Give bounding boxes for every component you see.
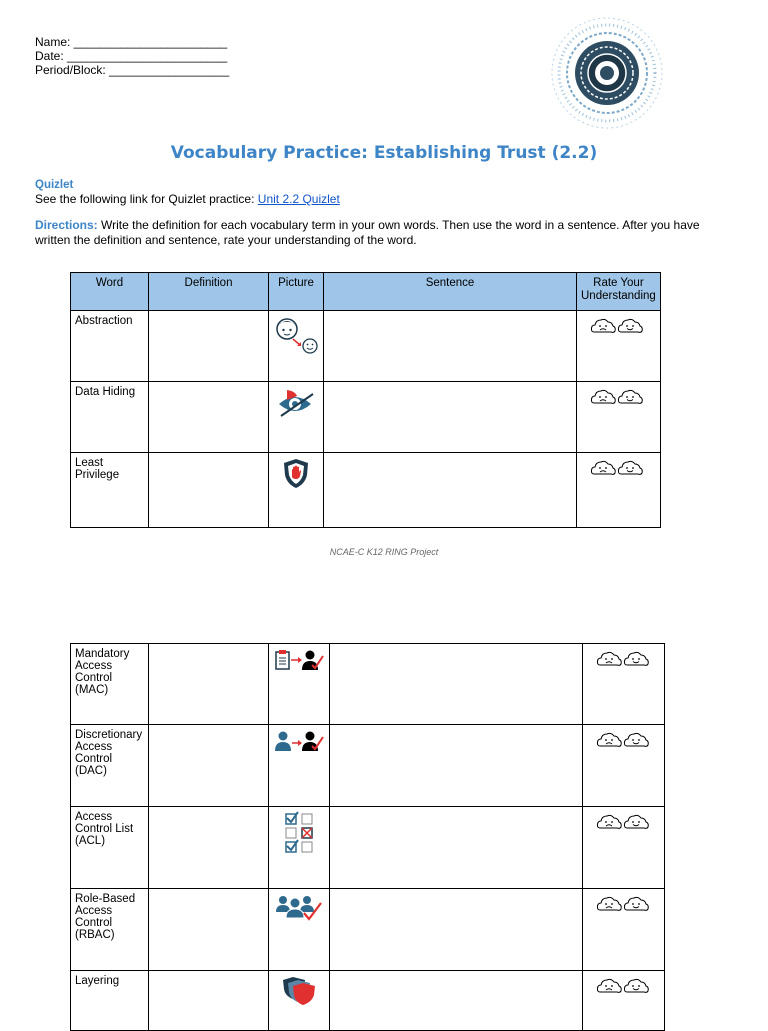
checklist-icon [269, 807, 330, 889]
table-row [71, 382, 661, 453]
vocab-table-2 [70, 643, 665, 1031]
table-row [71, 644, 665, 725]
sad-happy-clouds-icon[interactable] [596, 648, 652, 670]
definition-cell[interactable] [149, 725, 269, 807]
word-cell: Least Privilege [71, 453, 149, 528]
sentence-cell[interactable] [330, 644, 583, 725]
rating-cell[interactable] [583, 807, 665, 889]
sad-happy-clouds-icon[interactable] [596, 893, 652, 915]
sentence-cell[interactable] [330, 889, 583, 971]
name-field[interactable]: Name: _______________________ [35, 35, 228, 49]
header-word: Word [71, 273, 149, 311]
sentence-cell[interactable] [324, 382, 577, 453]
sentence-cell[interactable] [330, 971, 583, 1031]
definition-cell[interactable] [149, 889, 269, 971]
sad-happy-clouds-icon[interactable] [590, 386, 646, 408]
ring-logo-icon [548, 14, 666, 132]
page-footer: NCAE-C K12 RING Project [329, 547, 439, 557]
table-row [71, 971, 665, 1031]
definition-cell[interactable] [149, 453, 269, 528]
definition-cell[interactable] [149, 311, 269, 382]
data-hiding-eye-icon [269, 382, 324, 453]
quizlet-section [35, 178, 735, 206]
abstraction-face-icon [269, 311, 324, 382]
sad-happy-clouds-icon[interactable] [590, 457, 646, 479]
word-cell: Layering [71, 971, 149, 1031]
quizlet-text: See the following link for Quizlet practice: [35, 192, 258, 206]
sad-happy-clouds-icon[interactable] [596, 811, 652, 833]
rating-cell[interactable] [583, 644, 665, 725]
rating-cell[interactable] [583, 889, 665, 971]
directions-lead: Directions: [35, 218, 98, 232]
rating-cell[interactable] [583, 971, 665, 1031]
vocab-table-1 [70, 272, 661, 528]
quizlet-link[interactable]: Unit 2.2 Quizlet [257, 192, 340, 206]
word-cell: Access Control List (ACL) [71, 807, 149, 889]
table-row [71, 889, 665, 971]
rating-cell[interactable] [577, 311, 661, 382]
sentence-cell[interactable] [330, 725, 583, 807]
sad-happy-clouds-icon[interactable] [596, 729, 652, 751]
date-field[interactable]: Date: ________________________ [35, 49, 228, 63]
header-rate: Rate Your Understanding [577, 273, 661, 311]
directions [35, 218, 735, 248]
quizlet-heading: Quizlet [35, 179, 74, 191]
table-row [71, 311, 661, 382]
table-row [71, 453, 661, 528]
student-info [35, 35, 229, 77]
word-cell: Data Hiding [71, 382, 149, 453]
word-cell: Discretionary Access Control (DAC) [71, 725, 149, 807]
sad-happy-clouds-icon[interactable] [590, 315, 646, 337]
period-field[interactable]: Period/Block: __________________ [35, 63, 230, 77]
table-row [71, 807, 665, 889]
sentence-cell[interactable] [324, 311, 577, 382]
rating-cell[interactable] [583, 725, 665, 807]
word-cell: Abstraction [71, 311, 149, 382]
directions-text: Write the definition for each vocabulary term in your own words. Then use the word in a sentence. After you have written the definition and sentence, rate your understanding of the word. [35, 218, 700, 247]
sad-happy-clouds-icon[interactable] [596, 975, 652, 997]
rating-cell[interactable] [577, 382, 661, 453]
header-sentence: Sentence [324, 273, 577, 311]
least-privilege-shield-icon [269, 453, 324, 528]
word-cell: Role-Based Access Control (RBAC) [71, 889, 149, 971]
definition-cell[interactable] [149, 382, 269, 453]
word-cell: Mandatory Access Control (MAC) [71, 644, 149, 725]
user-to-user-icon [269, 725, 330, 807]
page-title: Vocabulary Practice: Establishing Trust (2.2) [170, 143, 598, 163]
definition-cell[interactable] [149, 644, 269, 725]
header-picture: Picture [269, 273, 324, 311]
header-definition: Definition [149, 273, 269, 311]
definition-cell[interactable] [149, 807, 269, 889]
table-row [71, 725, 665, 807]
sentence-cell[interactable] [324, 453, 577, 528]
layered-shields-icon [269, 971, 330, 1031]
table-header-row [71, 273, 661, 311]
sentence-cell[interactable] [330, 807, 583, 889]
clipboard-to-user-icon [269, 644, 330, 725]
definition-cell[interactable] [149, 971, 269, 1031]
rating-cell[interactable] [577, 453, 661, 528]
group-check-icon [269, 889, 330, 971]
